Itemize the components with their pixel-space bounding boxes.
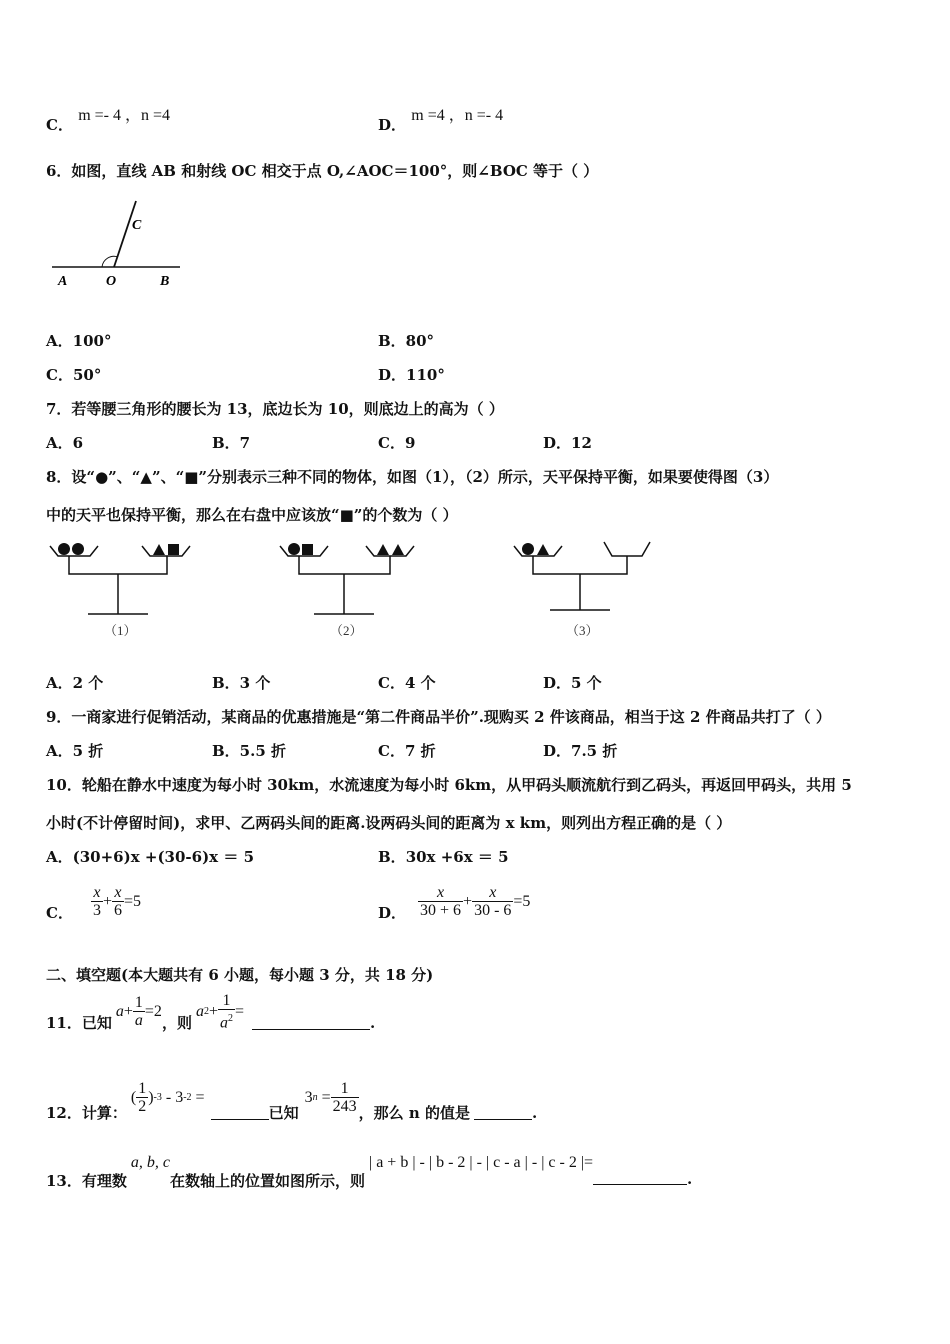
q7-option-d: D．12 xyxy=(543,434,592,452)
q6-label-a: A xyxy=(58,274,68,289)
q13-answer-blank[interactable] xyxy=(593,1170,687,1185)
q8-option-d: D．5 个 xyxy=(543,674,602,692)
q10-option-a: A．(30+6)x +(30-6)x ＝ 5 xyxy=(46,848,255,866)
q12-answer-blank-2[interactable] xyxy=(474,1105,532,1120)
q7-stem: 7．若等腰三角形的腰长为 13，底边长为 10，则底边上的高为（ ） xyxy=(46,400,504,418)
q8-balance-2 xyxy=(276,538,436,644)
q8-caption-1: （1） xyxy=(104,623,137,638)
q7-option-a: A．6 xyxy=(46,434,84,452)
q6-option-c: C．50° xyxy=(46,366,102,384)
q8-balance-3 xyxy=(510,538,670,644)
q10-option-a-expr: (30+6)x +(30-6)x ＝ 5 xyxy=(72,848,255,866)
q10-option-d: D． $\frac{x}{30 + 6}$ + $\frac{x}{30 - 6}$ =5 xyxy=(378,884,531,922)
q9-option-d: D．7.5 折 xyxy=(543,742,618,760)
q12: 12．计算： ( $\frac{1}{2}$ ) -3 - 3 -2 = 已知 3 n = $\frac{1}{243}$ ，那么 n 的值是 . xyxy=(46,1080,538,1122)
q6-option-d: D．110° xyxy=(378,366,445,384)
q11: 11．已知 a + $\frac{1}{a}$ =2 ，则 a 2 + $\frac{1}{a^2}$ = . xyxy=(46,991,376,1032)
q11-answer-blank[interactable] xyxy=(252,1015,370,1030)
section2-title: 二、填空题(本大题共有 6 小题，每小题 3 分，共 18 分) xyxy=(46,966,434,984)
q7-option-c: C．9 xyxy=(378,434,416,452)
q10-stem-line1: 10．轮船在静水中速度为每小时 30km，水流速度为每小时 6km，从甲码头顺流航行到乙码头，再返回甲码头，共用 5 xyxy=(46,776,852,794)
q6-label-o: O xyxy=(106,274,117,289)
q10-option-b-expr: 30x +6x ＝ 5 xyxy=(405,848,509,866)
q8-balance-1 xyxy=(46,538,206,644)
q13: 13．有理数 a, b, c 在数轴上的位置如图所示，则 | a + b | - | b - 2 | - | c - a | - | c - 2 |= . xyxy=(46,1154,693,1190)
q12-answer-blank-1[interactable] xyxy=(211,1105,269,1120)
q6-stem: 6．如图，直线 AB 和射线 OC 相交于点 O,∠AOC＝100°，则∠BOC 等于（ ） xyxy=(46,162,599,180)
q8-stem-line2: 中的天平也保持平衡，那么在右盘中应该放“■”的个数为（ ） xyxy=(46,506,458,524)
q6-label-b: B xyxy=(160,274,170,289)
q9-option-b: B．5.5 折 xyxy=(212,742,286,760)
q10-option-c: C． $\frac{x}{3}$ + $\frac{x}{6}$ =5 xyxy=(46,884,142,922)
q10-c-frac1: $\frac{x}{3}$ xyxy=(92,884,101,919)
q9-stem: 9．一商家进行促销活动，某商品的优惠措施是“第二件商品半价”.现购买 2 件该商品，相当于这 2 件商品共打了（ ） xyxy=(46,708,831,726)
q8-option-c: C．4 个 xyxy=(378,674,436,692)
q6-option-a: A．100° xyxy=(46,332,112,350)
q6-angle-figure xyxy=(46,195,196,295)
q6-label-c: C xyxy=(132,218,142,233)
q5-option-d-expr: m =4 ，n =- 4 xyxy=(411,107,504,124)
q5-option-c: C． m =- 4 ，n =4 xyxy=(46,107,171,134)
q9-option-a: A．5 折 xyxy=(46,742,104,760)
q9-option-c: C．7 折 xyxy=(378,742,436,760)
q8-option-b: B．3 个 xyxy=(212,674,271,692)
q8-stem-line1: 8．设“●”、“▲”、“■”分别表示三种不同的物体，如图（1），（2）所示，天平保持平衡，如果要使得图（3） xyxy=(46,468,779,486)
q7-option-b: B．7 xyxy=(212,434,251,452)
q10-option-b: B．30x +6x ＝ 5 xyxy=(378,848,509,866)
q6-option-b: B．80° xyxy=(378,332,435,350)
q8-caption-2: （2） xyxy=(330,623,363,638)
q8-option-a: A．2 个 xyxy=(46,674,104,692)
q5-option-d: D． m =4 ，n =- 4 xyxy=(378,107,504,134)
q10-stem-line2: 小时(不计停留时间)，求甲、乙两码头间的距离.设两码头间的距离为 x km，则列出方程正确的是（ ） xyxy=(46,814,732,832)
q8-caption-3: （3） xyxy=(566,623,599,638)
q10-d-frac1: $\frac{x}{30 + 6}$ xyxy=(420,884,462,919)
q5-option-c-expr: m =- 4 ，n =4 xyxy=(78,107,171,124)
